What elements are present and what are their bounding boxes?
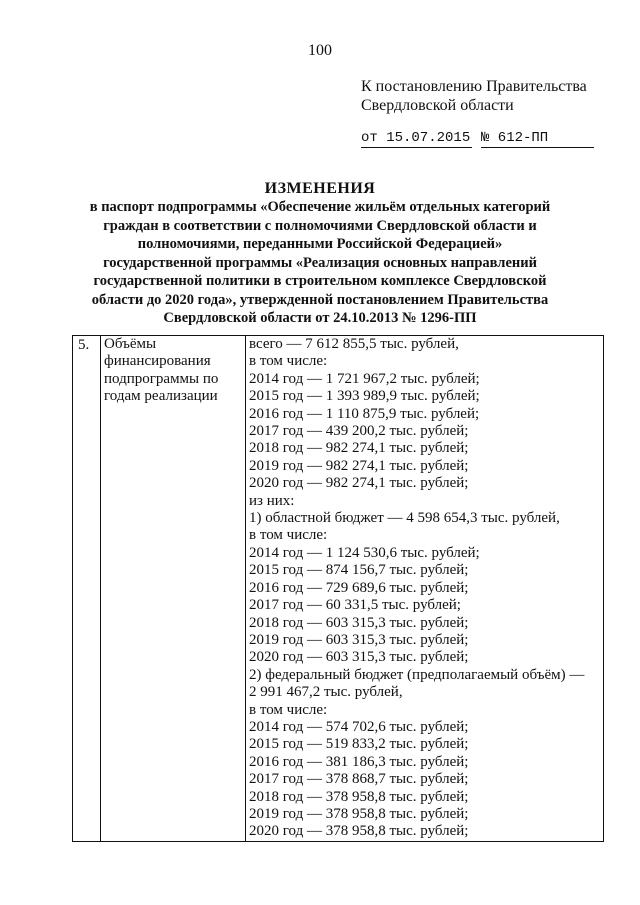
annex-line-2: Свердловской области [361,97,514,114]
document-subtitle [70,198,570,328]
funding-line: 2017 год — 439 200,2 тыс. рублей; [249,423,469,440]
funding-line: 2016 год — 1 110 875,9 тыс. рублей; [249,405,480,422]
funding-line: 2014 год — 574 702,6 тыс. рублей; [249,718,469,735]
funding-line: из них: [249,492,295,509]
funding-line: 2 991 467,2 тыс. рублей, [249,684,403,701]
decree-reference [361,130,594,148]
subtitle-line: государственной политики в строительном комплексе Свердловской [93,273,547,289]
subtitle-line: граждан в соответствии с полномочиями Свердловской области и [103,217,537,234]
subtitle-line: полномочиями, переданными Российской Федерацией» [137,236,503,252]
funding-line: 2017 год — 60 331,5 тыс. рублей; [249,597,461,614]
funding-line: 2015 год — 1 393 989,9 тыс. рублей; [249,388,480,405]
funding-line: 2014 год — 1 721 967,2 тыс. рублей; [249,370,480,387]
subtitle-line: области до 2020 года», утвержденной постановлением Правительства [91,291,549,308]
funding-line: 2020 год — 603 315,3 тыс. рублей; [249,649,469,666]
annex-header [361,77,587,115]
passport-table [72,335,604,842]
funding-line: в том числе: [249,353,328,370]
funding-line: 2018 год — 603 315,3 тыс. рублей; [249,614,469,631]
funding-line: 2) федеральный бюджет (предполагаемый объём) — [249,666,585,683]
funding-line: 1) областной бюджет — 4 598 654,3 тыс. рублей, [249,510,560,527]
row-label [101,336,246,842]
funding-line: 2019 год — 982 274,1 тыс. рублей; [249,457,469,474]
subtitle-line: государственной программы «Реализация основных направлений [103,254,537,271]
row-funding-details [246,336,604,842]
label-line: годам реализации [104,388,218,405]
document-title: ИЗМЕНЕНИЯ [264,180,376,197]
funding-line: 2020 год — 378 958,8 тыс. рублей; [249,823,469,840]
funding-line: 2019 год — 603 315,3 тыс. рублей; [249,631,469,648]
funding-line: 2019 год — 378 958,8 тыс. рублей; [249,805,469,822]
subtitle-line: в паспорт подпрограммы «Обеспечение жильём отдельных категорий [89,199,551,215]
label-line: подпрограммы по [104,370,219,387]
funding-line: 2017 год — 378 868,7 тыс. рублей; [249,771,469,788]
page-number: 100 [308,42,332,59]
funding-line: 2020 год — 982 274,1 тыс. рублей; [249,475,469,492]
funding-line: 2018 год — 982 274,1 тыс. рублей; [249,440,469,457]
funding-line: 2015 год — 519 833,2 тыс. рублей; [249,736,469,753]
funding-line: 2016 год — 381 186,3 тыс. рублей; [249,753,469,770]
decree-date: от 15.07.2015 [361,130,471,146]
label-line: финансирования [104,353,211,370]
decree-number: № 612-ПП [481,130,594,148]
funding-line: 2018 год — 378 958,8 тыс. рублей; [249,788,469,805]
funding-line: всего — 7 612 855,5 тыс. рублей, [249,336,459,352]
funding-line: в том числе: [249,701,328,718]
funding-line: 2016 год — 729 689,6 тыс. рублей; [249,579,469,596]
funding-line: 2015 год — 874 156,7 тыс. рублей; [249,562,469,579]
funding-line: в том числе: [249,527,328,544]
label-line: Объёмы [104,336,157,352]
table-row [73,336,604,842]
funding-line: 2014 год — 1 124 530,6 тыс. рублей; [249,544,480,561]
row-number: 5. [73,336,101,842]
subtitle-line: Свердловской области от 24.10.2013 № 1296-ПП [163,310,477,326]
annex-line-1: К постановлению Правительства [361,78,587,95]
